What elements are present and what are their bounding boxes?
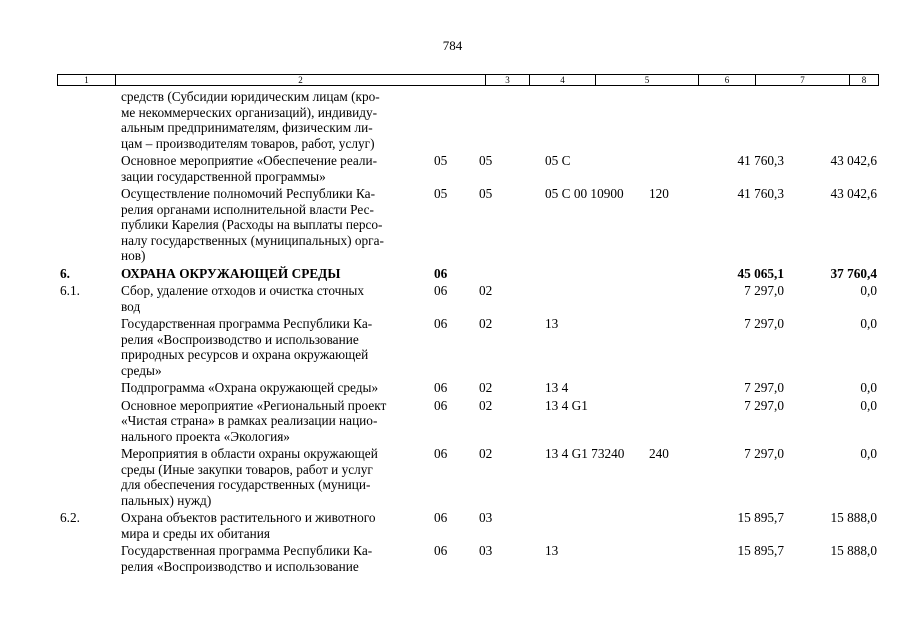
row-description [121, 266, 426, 282]
subsection-code: 02 [479, 316, 493, 331]
section-code: 05 [434, 153, 448, 168]
description-line: ме некоммерческих организаций), индивиду- [121, 104, 378, 120]
table-row [0, 316, 905, 378]
description-line: Подпрограмма «Охрана окружающей среды» [121, 380, 379, 395]
amount-col-7: 41 760,3 [737, 153, 784, 168]
header-col-8: 8 [861, 75, 867, 85]
header-col-1: 1 [58, 75, 116, 85]
description-line: нального проекта «Экология» [121, 428, 290, 444]
description-line: Мероприятия в области охраны окружающей [121, 446, 378, 461]
row-number: 6. [60, 265, 70, 281]
subsection-code: 02 [479, 380, 493, 395]
amount-col-7: 45 065,1 [737, 265, 784, 281]
header-col-2: 2 [116, 75, 486, 85]
table-row [0, 283, 905, 314]
description-line: «Чистая страна» в рамках реализации нацио- [121, 413, 378, 428]
row-description [121, 510, 426, 541]
header-col-4: 4 [530, 75, 596, 85]
target-article-code: 13 [545, 543, 559, 558]
table-row [0, 543, 905, 574]
section-code: 06 [434, 265, 448, 281]
row-description [121, 153, 426, 184]
header-col-3: 3 [486, 75, 530, 85]
row-number: 6.1. [60, 283, 80, 298]
target-article-code: 13 4 G1 [545, 397, 588, 413]
header-col-5: 5 [596, 75, 699, 85]
amount-col-7: 7 297,0 [744, 316, 784, 331]
target-article-code: 05 С [545, 153, 571, 168]
description-line: релия «Воспроизводство и использование [121, 558, 359, 574]
section-code: 06 [434, 446, 448, 461]
row-description [121, 446, 426, 508]
target-article-code: 05 С 00 10900 [545, 186, 624, 201]
description-line: Осуществление полномочий Республики Ка- [121, 186, 376, 201]
description-line: релия органами исполнительной власти Рес- [121, 201, 374, 217]
description-line: Основное мероприятие «Региональный проект [121, 397, 387, 413]
target-article-code: 13 4 [545, 380, 569, 395]
amount-col-7: 41 760,3 [737, 186, 784, 201]
row-number: 6.2. [60, 510, 80, 525]
description-line: зации государственной программы» [121, 168, 326, 184]
section-code: 06 [434, 283, 448, 298]
description-line: Основное мероприятие «Обеспечение реали- [121, 153, 378, 168]
table-row [0, 398, 905, 445]
section-code: 06 [434, 316, 448, 331]
description-line: вод [121, 298, 141, 314]
description-line: среды» [121, 362, 162, 378]
table-row [0, 153, 905, 184]
description-line: налу государственных (муниципальных) орга- [121, 232, 384, 248]
description-line: Охрана объектов растительного и животного [121, 510, 376, 525]
description-line: для обеспечения государственных (муници- [121, 477, 371, 492]
amount-col-8: 0,0 [860, 316, 877, 331]
page-number: 784 [442, 38, 463, 53]
amount-col-8: 15 888,0 [830, 510, 877, 525]
description-line: среды (Иные закупки товаров, работ и услуг [121, 461, 373, 477]
description-line: нов) [121, 248, 146, 263]
row-description [121, 316, 426, 378]
description-line: альным предпринимателям, физическим ли- [121, 120, 373, 135]
amount-col-7: 7 297,0 [744, 397, 784, 413]
section-code: 05 [434, 186, 448, 201]
subsection-code: 02 [479, 397, 493, 413]
amount-col-8: 0,0 [860, 397, 877, 413]
table-row [0, 266, 905, 282]
subsection-code: 02 [479, 446, 493, 461]
header-col-6: 6 [699, 75, 756, 85]
table-row [0, 186, 905, 264]
amount-col-8: 15 888,0 [830, 543, 877, 558]
amount-col-7: 7 297,0 [744, 283, 784, 298]
amount-col-8: 0,0 [860, 446, 877, 461]
header-col-7: 7 [756, 75, 850, 85]
description-line: Государственная программа Республики Ка- [121, 543, 373, 558]
row-description [121, 543, 426, 574]
target-article-code: 13 [545, 316, 559, 331]
description-line: цам – производителям товаров, работ, услуг) [121, 135, 375, 151]
description-line: Сбор, удаление отходов и очистка сточных [121, 283, 365, 298]
amount-col-7: 7 297,0 [744, 446, 784, 461]
table-row [0, 510, 905, 541]
row-description [121, 186, 426, 264]
table-row [0, 380, 905, 396]
row-description [121, 380, 426, 396]
subsection-code: 02 [479, 283, 493, 298]
amount-col-7: 7 297,0 [744, 380, 784, 395]
table-row [0, 89, 905, 151]
amount-col-8: 0,0 [860, 380, 877, 395]
row-description [121, 398, 426, 445]
description-line: публики Карелия (Расходы на выплаты персо- [121, 217, 383, 232]
amount-col-8: 43 042,6 [830, 186, 877, 201]
expense-type-code: 120 [649, 186, 669, 201]
section-code: 06 [434, 380, 448, 395]
row-description [121, 283, 426, 314]
amount-col-7: 15 895,7 [737, 510, 784, 525]
amount-col-8: 43 042,6 [830, 153, 877, 168]
row-description [121, 89, 426, 151]
table-row [0, 446, 905, 508]
target-article-code: 13 4 G1 73240 [545, 446, 625, 461]
section-code: 06 [434, 397, 448, 413]
description-line: ОХРАНА ОКРУЖАЮЩЕЙ СРЕДЫ [121, 265, 341, 281]
section-code: 06 [434, 510, 448, 525]
amount-col-7: 15 895,7 [737, 543, 784, 558]
description-line: мира и среды их обитания [121, 525, 270, 541]
expense-type-code: 240 [649, 446, 669, 461]
description-line: пальных) нужд) [121, 492, 212, 508]
description-line: релия «Воспроизводство и использование [121, 331, 359, 347]
subsection-code: 05 [479, 153, 493, 168]
subsection-code: 03 [479, 510, 493, 525]
description-line: средств (Субсидии юридическим лицам (кро- [121, 89, 380, 104]
section-code: 06 [434, 543, 448, 558]
amount-col-8: 0,0 [860, 283, 877, 298]
table-header [57, 74, 879, 86]
description-line: Государственная программа Республики Ка- [121, 316, 373, 331]
amount-col-8: 37 760,4 [830, 265, 877, 281]
subsection-code: 03 [479, 543, 493, 558]
description-line: природных ресурсов и охрана окружающей [121, 347, 369, 362]
subsection-code: 05 [479, 186, 493, 201]
